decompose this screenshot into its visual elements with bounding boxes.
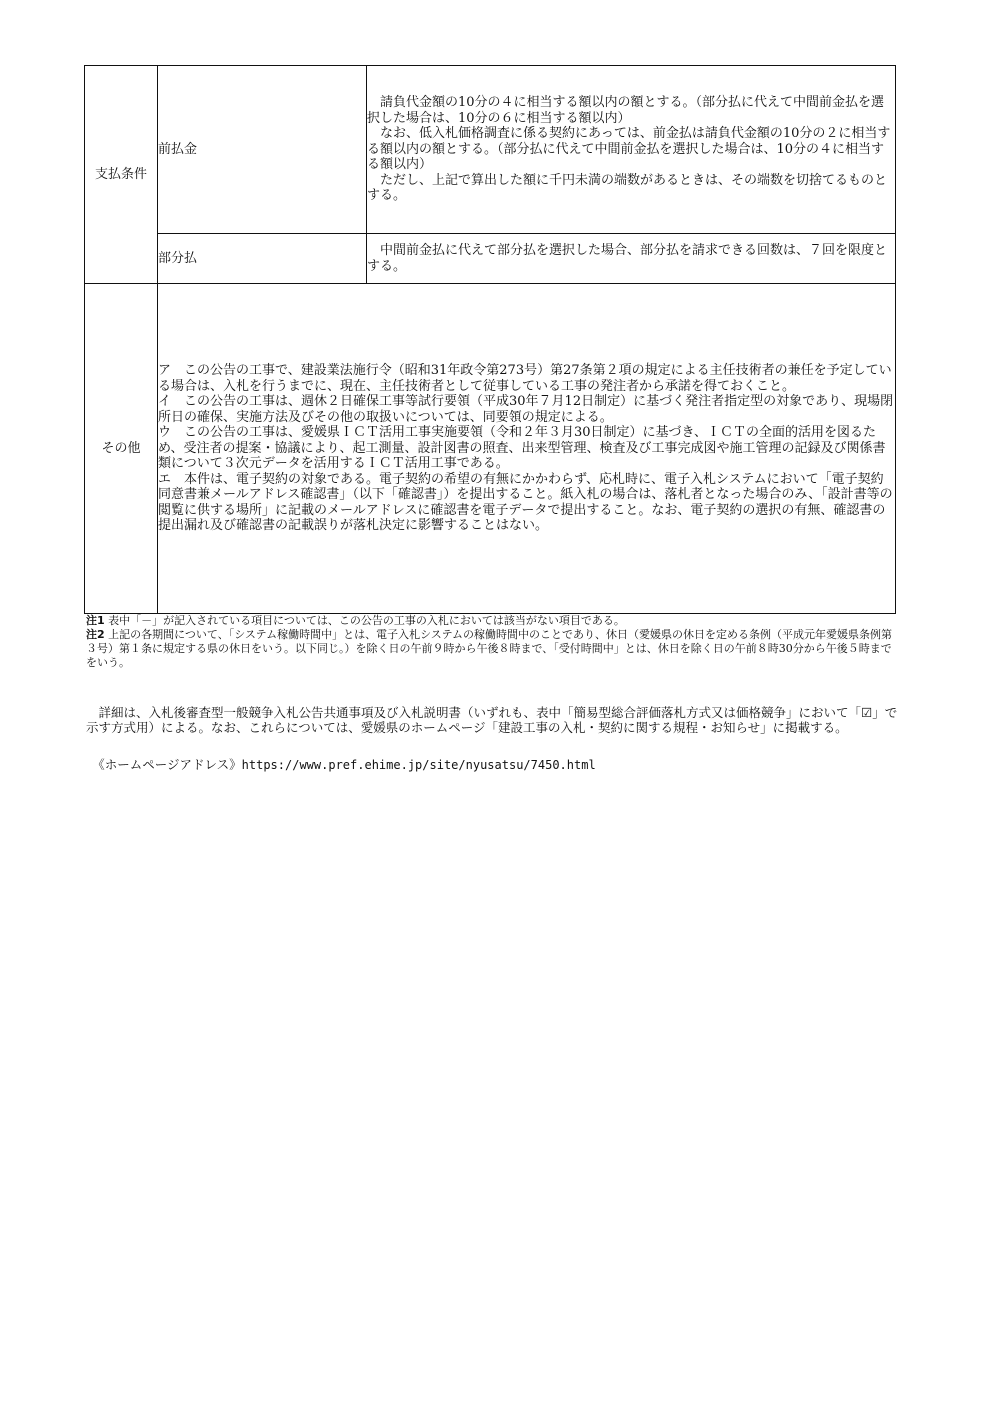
- payment-conditions-header: 支払条件: [85, 66, 158, 284]
- note-text: 上記の各期間について、「システム稼働時間中」とは、電子入札システムの稼働時間中のことであり、休日（愛媛県の休日を定める条例（平成元年愛媛県条例第３号）第１条に規定する県の休日をいう。以下同じ。）を除く日の午前９時から午後８時まで、「受付時間中」とは、休日を除く日の午前８時30分から午後５時までをいう。: [86, 628, 893, 669]
- note-label: 注1: [86, 614, 105, 627]
- other-item: ウ この公告の工事は、愛媛県ＩＣＴ活用工事実施要領（令和２年３月30日制定）に基づき、ＩＣＴの全面的活用を図るため、受注者の提案・協議により、起工測量、設計図書の照査、出来型管理、検査及び工事完成図や施工管理の記録及び関係書類について３次元データを活用するＩＣＴ活用工事である。: [158, 425, 886, 472]
- other-item: エ 本件は、電子契約の対象である。電子契約の希望の有無にかかわらず、応札時に、電子入札システムにおいて「電子契約同意書兼メールアドレス確認書」（以下「確認書」）を提出すること。紙入札の場合は、落札者となった場合のみ、「設計書等の閲覧に供する場所」に記載のメールアドレスに確認書を電子データで提出すること。なお、電子契約の選択の有無、確認書の提出漏れ及び確認書の記載誤りが落札決定に影響することはない。: [158, 471, 893, 534]
- homepage-label: 《ホームページアドレス》: [98, 757, 242, 772]
- advance-row: [85, 66, 896, 234]
- other-row: [85, 284, 896, 614]
- advance-payment-label: 前払金: [158, 66, 367, 234]
- note-text: 表中「－」が記入されている項目については、この公告の工事の入札においては該当がない項目である。: [108, 614, 625, 627]
- partial-payment-text: 中間前金払に代えて部分払を選択した場合、部分払を請求できる回数は、７回を限度とする。: [367, 234, 896, 284]
- note-1: [86, 614, 901, 628]
- other-header: その他: [85, 284, 158, 614]
- partial-payment-label: 部分払: [158, 234, 367, 284]
- advance-payment-text: 請負代金額の10分の４に相当する額以内の額とする。（部分払に代えて中間前金払を選択した場合は、10分の６に相当する額以内） なお、低入札価格調査に係る契約にあっては、前金払は請負代金額の10分の２に相当する額以内の額とする。（部分払に代えて中間前金払を選択した場合は、10分の４に相当する額以内） ただし、上記で算出した額に千円未満の端数があるときは、その端数を切捨てるものとする。: [367, 66, 896, 234]
- note-2: [86, 628, 901, 670]
- homepage-link[interactable]: https://www.pref.ehime.jp/site/nyusatsu/7450.html: [241, 758, 596, 772]
- notes: [86, 614, 901, 670]
- conditions-table: [84, 65, 896, 614]
- other-item: イ この公告の工事は、週休２日確保工事等試行要領（平成30年７月12日制定）に基づく発注者指定型の対象であり、現場閉所日の確保、実施方法及びその他の取扱いについては、同要領の規定による。: [158, 394, 894, 425]
- detail-paragraph: 詳細は、入札後審査型一般競争入札公告共通事項及び入札説明書（いずれも、表中「簡易型総合評価落札方式又は価格競争」において「☑」で示す方式用）による。なお、これらについては、愛媛県のホームページ「建設工事の入札・契約に関する規程・お知らせ」に掲載する。: [86, 705, 898, 735]
- note-label: 注2: [86, 628, 105, 641]
- partial-row: [85, 234, 896, 284]
- other-content: [158, 284, 896, 614]
- document: [84, 65, 895, 614]
- other-item: ア この公告の工事で、建設業法施行令（昭和31年政令第273号）第27条第２項の規定による主任技術者の兼任を予定している場合は、入札を行うまでに、現在、主任技術者として従事している工事の発注者から承諾を得ておくこと。: [158, 363, 892, 394]
- homepage-line: [86, 757, 596, 773]
